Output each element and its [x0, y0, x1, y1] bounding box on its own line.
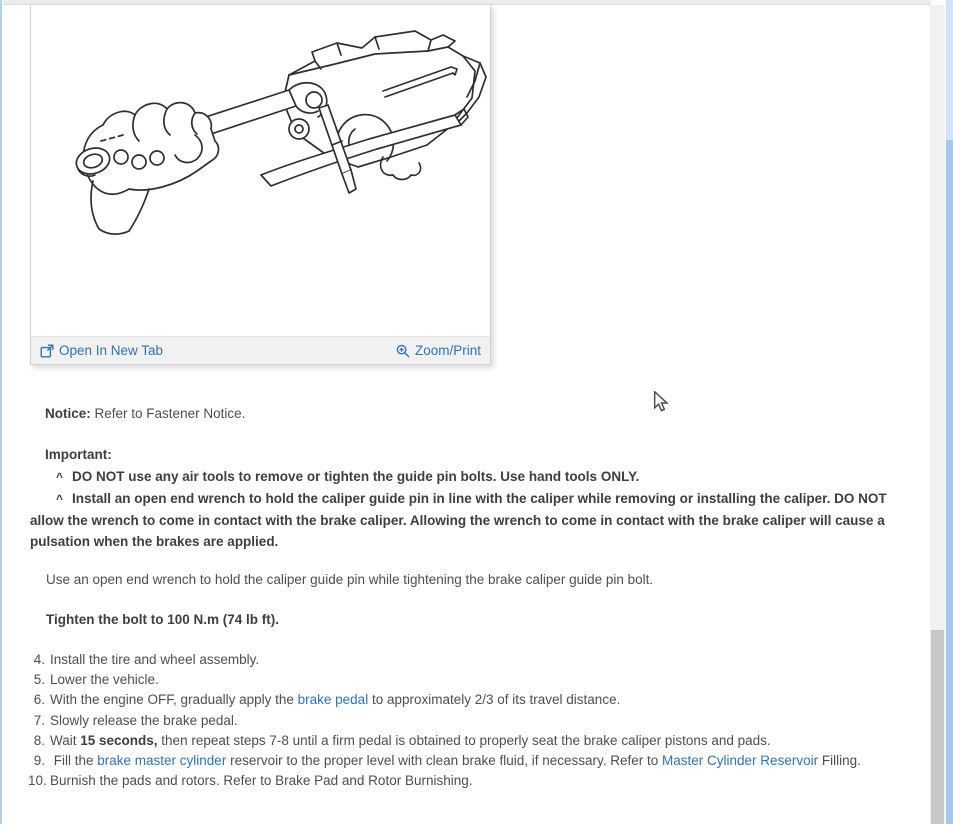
step-number: 10. [28, 773, 47, 789]
notice-label: Notice: [45, 406, 91, 421]
figure-toolbar [31, 336, 490, 364]
notice-text [30, 404, 245, 424]
step-text-segment: With the engine OFF, gradually apply the [50, 692, 298, 708]
step-number: 7. [33, 712, 45, 728]
caret-bullet-icon: ^ [56, 492, 64, 506]
step-text-segment: reservoir to the proper level with clean brake fluid, if necessary. Refer to [226, 753, 663, 769]
important-item-text: Install an open end wrench to hold the caliper guide pin in line with the caliper while removing or installing the caliper. DO NOT allow the wrench to come in contact with the brake caliper. Allowing the wrench to come in contact with the brake caliper will cause a pulsation when the brakes are applied. [30, 491, 887, 549]
zoom-in-icon [396, 344, 410, 358]
step-item [28, 690, 928, 710]
zoom-print-link[interactable] [396, 343, 481, 358]
open-in-new-tab-link[interactable] [40, 343, 163, 358]
step-text [50, 650, 259, 670]
open-in-new-tab-icon [40, 344, 54, 358]
step-text-segment: Burnish the pads and rotors. Refer to Brake Pad and Rotor Burnishing. [50, 773, 473, 789]
figure-panel [30, 5, 491, 365]
mouse-cursor-icon [653, 391, 671, 413]
inline-link[interactable]: Master Cylinder Reservoir [662, 753, 819, 769]
step-text-segment: to approximately 2/3 of its travel distance. [368, 692, 621, 708]
inline-link[interactable]: brake pedal [297, 692, 369, 708]
important-item-text: DO NOT use any air tools to remove or tighten the guide pin bolts. Use hand tools ONLY. [72, 469, 640, 484]
step-item [28, 670, 928, 690]
torque-spec: Tighten the bolt to 100 N.m (74 lb ft). [46, 612, 280, 627]
step-item [28, 650, 928, 670]
important-item [30, 488, 898, 552]
step-text-segment: Fill the [50, 753, 98, 769]
bold-text: 15 seconds, [80, 732, 158, 748]
notice-body: Refer to Fastener Notice. [94, 406, 246, 421]
step-number: 6. [33, 692, 45, 708]
caliper-wrench-illustration [31, 5, 490, 336]
step-item [28, 751, 928, 771]
outer-scrollbar-thumb[interactable] [946, 140, 953, 824]
left-frame-edge [0, 0, 2, 824]
step-number: 9. [33, 753, 45, 769]
step-text [50, 771, 473, 791]
step-item [28, 731, 928, 751]
step-text-segment: then repeat steps 7-8 until a firm pedal is obtained to properly seat the brake caliper pistons and pads. [157, 732, 771, 748]
inline-link[interactable]: brake master cylinder [97, 753, 227, 769]
steps-list [28, 650, 928, 791]
step-number: 4. [33, 652, 45, 667]
step-item [28, 711, 928, 731]
step-text-segment: Install the tire and wheel assembly. [50, 652, 260, 667]
caret-bullet-icon: ^ [56, 470, 64, 484]
important-items [30, 466, 898, 552]
step-text [50, 751, 861, 771]
step-text [50, 731, 771, 751]
step-text-segment: Lower the vehicle. [50, 672, 159, 688]
caliper-wrench-drawing [31, 5, 490, 336]
step-text-segment: Wait [50, 732, 81, 748]
important-item [30, 466, 898, 488]
step-text-segment: Filling. [818, 753, 861, 769]
step-text [50, 690, 620, 710]
step-number: 8. [33, 732, 45, 748]
step-number: 5. [33, 672, 45, 688]
step-item [28, 771, 928, 791]
step-text [50, 670, 159, 690]
important-heading: Important: [45, 447, 112, 462]
step-text-segment: Slowly release the brake pedal. [50, 712, 238, 728]
step-text [50, 711, 238, 731]
zoom-print-label: Zoom/Print [414, 343, 481, 358]
open-in-new-tab-label: Open In New Tab [59, 343, 164, 358]
vertical-scrollbar-thumb[interactable] [931, 630, 944, 824]
use-wrench-paragraph: Use an open end wrench to hold the caliper guide pin while tightening the brake caliper guide pin bolt. [46, 572, 654, 587]
